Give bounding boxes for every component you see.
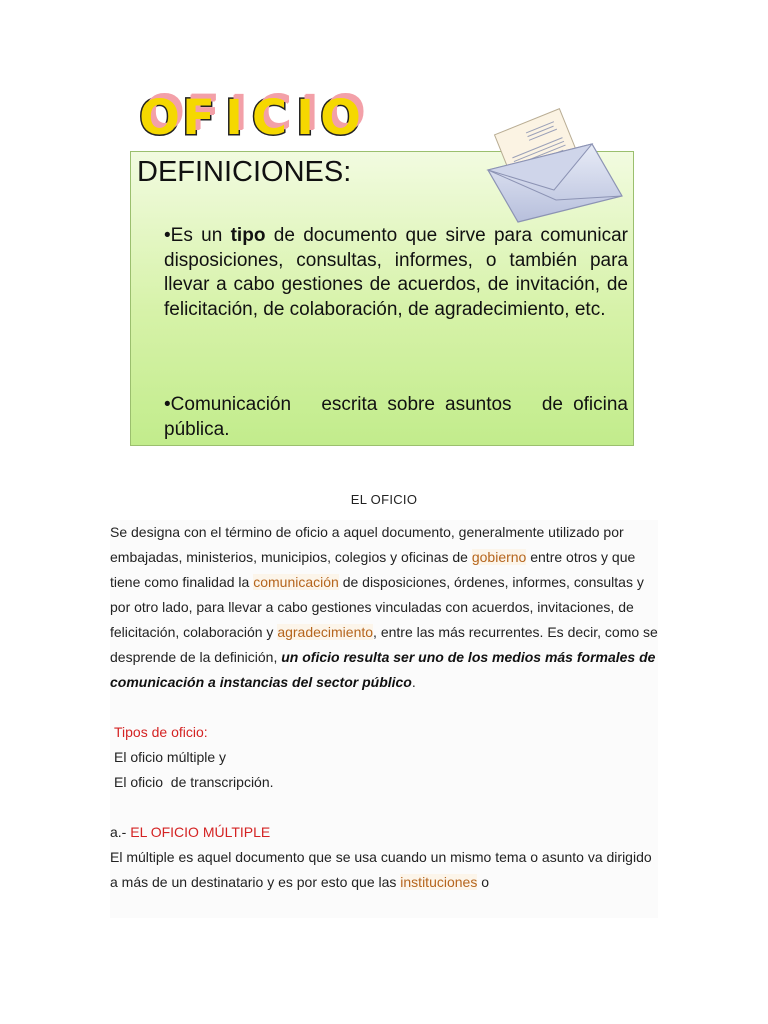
link-instituciones[interactable]: instituciones (400, 874, 478, 890)
title-letter: F (182, 90, 215, 146)
article-heading: EL OFICIO (350, 492, 418, 507)
section-heading-oficio-multiple: a.- EL OFICIO MÚLTIPLE (110, 824, 271, 840)
intro-paragraph: Se designa con el término de oficio a aquel documento, generalmente utilizado por embajadas, ministerios, municipios, colegios y oficinas de gobierno entre otros y que tiene como finalidad la comunicación de disposiciones, órdenes, informes, consultas y por otro lado, para llevar a cabo gestiones vinculadas con acuerdos, invitaciones, de felicitación, colaboración y agradecimiento, entre las más recurrentes. Es decir, como se desprende de la definición, un oficio resulta ser uno de los medios más formales de comunicación a instancias del sector público. (110, 524, 658, 690)
type-item-2: El oficio de transcripción. (114, 774, 274, 790)
type-item-1: El oficio múltiple y (114, 749, 227, 765)
oficio-wordart-title (141, 92, 359, 144)
definitions-heading: DEFINICIONES: (137, 156, 352, 188)
types-heading: Tipos de oficio: (114, 724, 208, 740)
envelope-letter-icon (484, 104, 626, 224)
link-agradecimiento[interactable]: agradecimiento (277, 624, 374, 640)
emphasis-definition: un oficio resulta ser uno de los medios más formales de comunicación a instancias del sector público (110, 649, 656, 690)
title-letter: I (225, 90, 243, 146)
definition-item-1: •Es un tipo de documento que sirve para comunicar disposiciones, consultas, informes, o también para llevar a cabo gestiones de acuerdos, de invitación, de felicitación, de colaboración, de agradecimiento, etc. (164, 225, 628, 320)
link-comunicacion[interactable]: comunicación (253, 574, 339, 590)
link-gobierno[interactable]: gobierno (471, 549, 527, 565)
title-letter: O (139, 90, 180, 146)
multiple-paragraph: El múltiple es aquel documento que se usa cuando un mismo tema o asunto va dirigido a más de un destinatario y es por esto que las instituciones o (110, 849, 652, 890)
title-letter: C (251, 90, 288, 146)
article-body (110, 520, 658, 918)
title-letter: I (296, 90, 314, 146)
definition-item-2: •Comunicación escrita sobre asuntos de oficina pública. (164, 394, 634, 440)
title-letter: O (320, 90, 361, 146)
